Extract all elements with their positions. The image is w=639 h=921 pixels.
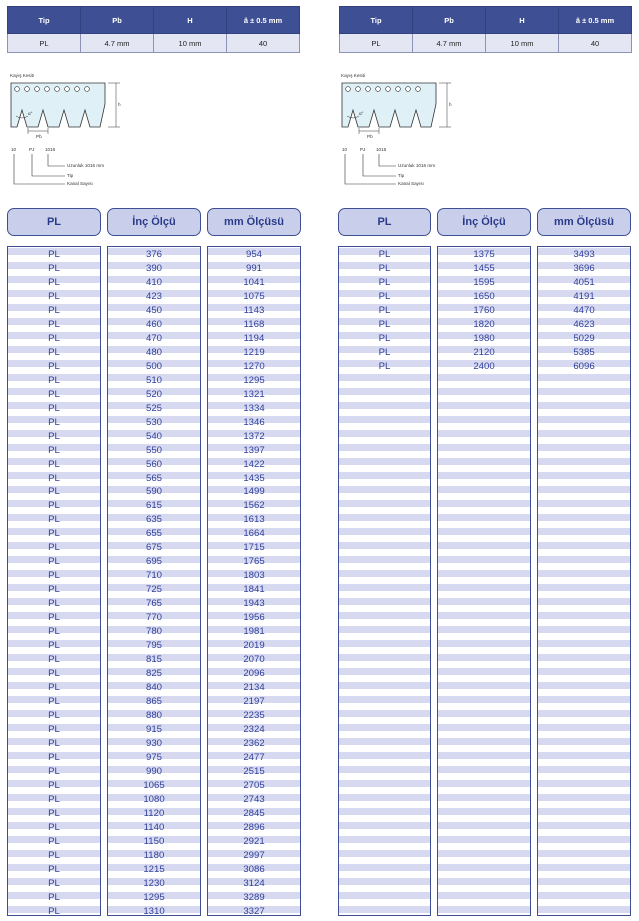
list-cell: 1372 [243, 430, 265, 442]
spec-value-row [8, 34, 300, 53]
list-cell: 410 [145, 276, 162, 288]
list-cell: 815 [145, 654, 162, 666]
list-cell: PL [378, 304, 391, 316]
list-cell: 1120 [143, 807, 165, 819]
list-cell: 1803 [243, 570, 265, 582]
list-cell: 2400 [473, 360, 495, 372]
list-cell: 2362 [243, 737, 265, 749]
list-cell: PL [378, 276, 391, 288]
list-cell: 825 [145, 668, 162, 680]
list-cell: 2019 [243, 640, 265, 652]
spec-header-h: H [486, 7, 559, 34]
list-cell: PL [378, 249, 391, 260]
list-cell: 530 [145, 416, 162, 428]
spec-header-h: H [154, 7, 227, 34]
list-cell: 1270 [243, 360, 265, 372]
list-cell: PL [48, 891, 60, 903]
spec-value-a: 40 [227, 34, 300, 53]
list-cell: 500 [145, 360, 162, 372]
spec-value-row [340, 34, 632, 53]
list-cell: 376 [145, 249, 162, 260]
list-cell: 1375 [473, 249, 495, 260]
list-cell: PL [48, 360, 60, 372]
list-cell: PL [48, 793, 60, 805]
list-cell: PL [48, 849, 60, 861]
list-cell: 560 [145, 458, 162, 470]
list-cell: 1981 [243, 626, 265, 638]
list-cell: PL [48, 528, 60, 540]
list-cell: 1715 [243, 542, 265, 554]
spec-header-tip: Tip [8, 7, 81, 34]
list-cell: 1219 [243, 346, 265, 358]
list-cell: 2515 [243, 765, 265, 777]
header-type-left: PL [7, 208, 101, 236]
list-cell: PL [48, 863, 60, 875]
list-cell: 954 [245, 249, 262, 260]
list-cell: PL [378, 290, 391, 302]
list-cell: 1143 [243, 304, 265, 316]
list-cell: 525 [145, 402, 162, 414]
list-cell: PL [48, 737, 60, 749]
list-cell: 2743 [243, 793, 265, 805]
list-cell: 2120 [473, 346, 495, 358]
list-cell: 1980 [473, 332, 495, 344]
list-cell: 1435 [243, 472, 265, 484]
list-cell: PL [48, 262, 60, 274]
list-cell: PL [48, 835, 60, 847]
list-cell: 1346 [243, 416, 265, 428]
diagram-title: Kayış Kesiti [341, 73, 365, 78]
height-mark: h [118, 102, 121, 107]
list-cell: PL [48, 472, 60, 484]
cells-inch-right [437, 248, 531, 374]
list-cell: PL [48, 514, 60, 526]
list-cell: 2096 [243, 668, 265, 680]
list-cell: 1956 [243, 612, 265, 624]
list-cell: 1422 [243, 458, 265, 470]
spec-header-pb: Pb [413, 7, 486, 34]
list-cell: PL [378, 360, 391, 372]
legend-ribs: Kanal Sayısı [67, 181, 93, 186]
list-cell: 1150 [143, 835, 165, 847]
list-cell: PL [48, 542, 60, 554]
list-cell: 3493 [573, 249, 595, 260]
list-cell: 5029 [573, 332, 595, 344]
list-cell: 635 [145, 514, 162, 526]
list-cell: 2997 [243, 849, 265, 861]
legend-ribs: Kanal Sayısı [398, 181, 424, 186]
list-cell: 840 [145, 682, 162, 694]
list-cell: PL [48, 905, 60, 917]
list-cell: PL [378, 262, 391, 274]
list-cell: PL [48, 374, 60, 386]
list-cell: 1820 [473, 318, 495, 330]
code-length: 1016 [376, 147, 387, 152]
spec-value-tip: PL [8, 34, 81, 53]
list-cell: 710 [145, 570, 162, 582]
list-cell: PL [48, 346, 60, 358]
code-type: PJ [29, 147, 35, 152]
list-cell: PL [48, 416, 60, 428]
list-cell: 2921 [243, 835, 265, 847]
list-cell: 1664 [243, 528, 265, 540]
belt-diagram-right [339, 72, 469, 192]
list-cell: 2235 [243, 709, 265, 721]
list-cell: 460 [145, 318, 162, 330]
list-cell: 4470 [573, 304, 595, 316]
spec-value-pb: 4.7 mm [81, 34, 154, 53]
header-inch-left: İnç Ölçü [107, 208, 201, 236]
list-cell: 520 [145, 388, 162, 400]
cells-type-right [338, 248, 431, 374]
angle-mark: α° [359, 111, 364, 116]
list-cell: 423 [145, 290, 162, 302]
list-cell: 1065 [143, 779, 165, 791]
list-cell: 1168 [243, 318, 265, 330]
list-cell: PL [378, 346, 391, 358]
list-cell: 1397 [243, 444, 265, 456]
list-cell: PL [378, 318, 391, 330]
list-cell: 4191 [573, 290, 595, 302]
list-cell: 1075 [243, 290, 265, 302]
list-cell: 2070 [243, 654, 265, 666]
list-cell: 5385 [573, 346, 595, 358]
list-cell: PL [48, 807, 60, 819]
spec-table-right [339, 6, 632, 53]
list-cell: 915 [145, 723, 162, 735]
code-ribs: 10 [11, 147, 17, 152]
list-cell: PL [48, 388, 60, 400]
list-cell: PL [48, 332, 60, 344]
list-cell: 1841 [243, 584, 265, 596]
list-cell: 1334 [243, 402, 265, 414]
cells-mm-left [207, 248, 301, 919]
list-cell: 865 [145, 696, 162, 707]
list-cell: PL [48, 500, 60, 512]
legend-type: Tip [67, 173, 74, 178]
list-cell: 1310 [143, 905, 165, 917]
header-mm-left: mm Ölçüsü [207, 208, 301, 236]
list-cell: 1194 [243, 332, 265, 344]
list-cell: 675 [145, 542, 162, 554]
spec-value-pb: 4.7 mm [413, 34, 486, 53]
list-cell: 550 [145, 444, 162, 456]
list-cell: 3124 [243, 877, 265, 889]
list-cell: 565 [145, 472, 162, 484]
list-cell: 450 [145, 304, 162, 316]
list-cell: 4051 [573, 276, 595, 288]
list-cell: PL [48, 276, 60, 288]
list-cell: PL [48, 751, 60, 763]
list-cell: PL [48, 877, 60, 889]
spec-header-a: â ± 0.5 mm [227, 7, 300, 34]
list-cell: 2896 [243, 821, 265, 833]
list-cell: PL [48, 612, 60, 624]
list-cell: PL [48, 444, 60, 456]
code-length: 1016 [45, 147, 56, 152]
list-cell: 1613 [243, 514, 265, 526]
list-cell: 2134 [243, 682, 265, 694]
legend-length: Uzunluk 1016 mm [398, 163, 436, 168]
list-cell: PL [48, 249, 60, 260]
diagram-title: Kayış Kesiti [10, 73, 34, 78]
legend-type: Tip [398, 173, 405, 178]
spec-header-a: â ± 0.5 mm [559, 7, 632, 34]
angle-mark: α° [28, 111, 33, 116]
spec-value-a: 40 [559, 34, 632, 53]
pitch-mark: Pb [367, 134, 373, 139]
list-cell: 930 [145, 737, 162, 749]
list-cell: PL [48, 779, 60, 791]
list-cell: PL [48, 696, 60, 707]
list-cell: 615 [145, 500, 162, 512]
list-cell: 1230 [143, 877, 165, 889]
list-cell: 1595 [473, 276, 495, 288]
list-cell: 880 [145, 709, 162, 721]
list-cell: 1080 [143, 793, 165, 805]
list-cell: 991 [245, 262, 262, 274]
list-cell: 1562 [243, 500, 265, 512]
list-cell: 590 [145, 486, 162, 498]
list-cell: 2845 [243, 807, 265, 819]
list-cell: PL [48, 584, 60, 596]
list-cell: PL [48, 765, 60, 777]
spec-value-h: 10 mm [486, 34, 559, 53]
list-cell: 540 [145, 430, 162, 442]
list-cell: 725 [145, 584, 162, 596]
list-cell: 1455 [473, 262, 495, 274]
list-cell: PL [48, 402, 60, 414]
list-cell: 2324 [243, 723, 265, 735]
list-cell: 1650 [473, 290, 495, 302]
list-cell: PL [48, 556, 60, 568]
list-cell: 795 [145, 640, 162, 652]
list-cell: 1499 [243, 486, 265, 498]
list-cell: 480 [145, 346, 162, 358]
cells-type-left [7, 248, 101, 919]
list-cell: 3086 [243, 863, 265, 875]
spec-header-pb: Pb [81, 7, 154, 34]
list-cell: PL [48, 682, 60, 694]
list-cell: 510 [145, 374, 162, 386]
spec-header-row [340, 7, 632, 34]
list-cell: PL [48, 598, 60, 610]
list-cell: 770 [145, 612, 162, 624]
list-cell: 2477 [243, 751, 265, 763]
list-cell: 1760 [473, 304, 495, 316]
header-type-right: PL [338, 208, 431, 236]
list-cell: 1295 [243, 374, 265, 386]
list-cell: 655 [145, 528, 162, 540]
spec-value-tip: PL [340, 34, 413, 53]
spec-header-row [8, 7, 300, 34]
list-cell: 3696 [573, 262, 595, 274]
list-cell: 470 [145, 332, 162, 344]
list-cell: 3327 [243, 905, 265, 917]
list-cell: 1180 [143, 849, 165, 861]
list-cell: 6096 [573, 360, 595, 372]
header-mm-right: mm Ölçüsü [537, 208, 631, 236]
list-cell: PL [48, 458, 60, 470]
list-cell: PL [48, 290, 60, 302]
list-cell: PL [48, 654, 60, 666]
list-cell: 975 [145, 751, 162, 763]
list-cell: 1041 [243, 276, 265, 288]
list-cell: PL [48, 318, 60, 330]
list-cell: 695 [145, 556, 162, 568]
list-cell: PL [48, 626, 60, 638]
list-cell: 1140 [143, 821, 165, 833]
list-cell: PL [48, 304, 60, 316]
list-cell: 2705 [243, 779, 265, 791]
list-cell: 780 [145, 626, 162, 638]
list-cell: PL [378, 332, 391, 344]
list-cell: 1765 [243, 556, 265, 568]
list-cell: PL [48, 640, 60, 652]
list-cell: 1321 [243, 388, 265, 400]
list-cell: 765 [145, 598, 162, 610]
legend-length: Uzunluk 1016 mm [67, 163, 105, 168]
list-cell: 3289 [243, 891, 265, 903]
code-type: PJ [360, 147, 366, 152]
header-inch-right: İnç Ölçü [437, 208, 531, 236]
height-mark: h [449, 102, 452, 107]
list-cell: PL [48, 486, 60, 498]
list-cell: PL [48, 570, 60, 582]
list-cell: 4623 [573, 318, 595, 330]
list-cell: 1215 [143, 863, 165, 875]
cells-inch-left [107, 248, 201, 919]
list-cell: PL [48, 668, 60, 680]
code-ribs: 10 [342, 147, 348, 152]
list-cell: PL [48, 430, 60, 442]
spec-value-h: 10 mm [154, 34, 227, 53]
list-cell: PL [48, 821, 60, 833]
belt-diagram-left [8, 72, 138, 192]
list-cell: 1295 [143, 891, 165, 903]
pitch-mark: Pb [36, 134, 42, 139]
list-cell: PL [48, 709, 60, 721]
spec-table-left [7, 6, 300, 53]
spec-header-tip: Tip [340, 7, 413, 34]
cells-mm-right [537, 248, 631, 374]
list-cell: 2197 [243, 696, 265, 707]
list-cell: PL [48, 723, 60, 735]
list-cell: 1943 [243, 598, 265, 610]
list-cell: 990 [145, 765, 162, 777]
list-cell: 390 [145, 262, 162, 274]
